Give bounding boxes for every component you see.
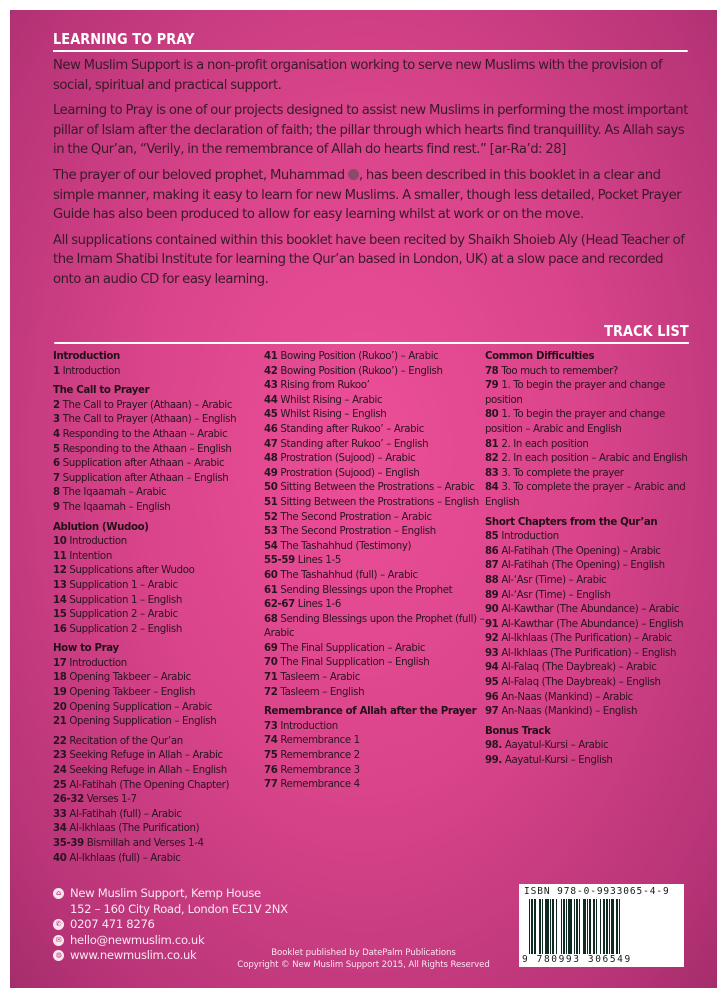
- track-item: [53, 486, 264, 501]
- track-item: [264, 749, 485, 764]
- track-number: 41: [264, 351, 278, 362]
- track-item: [264, 525, 485, 540]
- track-number: 14: [53, 594, 67, 606]
- track-number: 12: [53, 565, 67, 577]
- track-title: 1. To begin the prayer and change position: [484, 380, 665, 406]
- track-item: [264, 365, 485, 380]
- track-item: [485, 365, 693, 380]
- contact-address-row-2: [53, 902, 288, 918]
- track-title: Supplication after Athaan – English: [62, 472, 229, 484]
- track-item: [264, 423, 485, 438]
- track-title: Introduction: [69, 657, 127, 669]
- track-title: Al-‘Asr (Time) – English: [501, 589, 611, 601]
- track-number: 51: [264, 496, 278, 508]
- spacer: [53, 904, 64, 915]
- track-item: [53, 413, 264, 428]
- track-title: Remembrance 2: [280, 750, 360, 762]
- track-title: Sending Blessings upon the Prophet (full) – Arabic: [264, 613, 485, 640]
- track-item: [53, 443, 264, 458]
- copyright-notice: Copyright © New Muslim Support 2015, All Rights Reserved: [237, 959, 490, 970]
- track-number: 22: [53, 735, 67, 747]
- track-title: Responding to the Athaan – Arabic: [62, 428, 228, 440]
- track-number: 49: [264, 467, 278, 479]
- footer: [10, 948, 717, 971]
- track-group-title: Common Difficulties: [484, 351, 595, 362]
- track-title: Al-‘Asr (Time) – Arabic: [501, 574, 607, 586]
- track-number: 79: [484, 380, 499, 392]
- track-title: Prostration (Sujood) – English: [280, 467, 420, 479]
- track-number: 61: [264, 584, 278, 596]
- track-number: 80: [484, 409, 499, 421]
- track-group-title: Short Chapters from the Qur’an: [484, 516, 658, 528]
- track-item: [53, 852, 264, 867]
- track-number: 77: [264, 779, 278, 791]
- prophet-para-mid: , has been described in this: [358, 167, 530, 183]
- track-number: 86: [484, 545, 499, 557]
- track-title: Opening Takbeer – English: [69, 687, 196, 699]
- track-title: Al-Falaq (The Daybreak) – Arabic: [501, 662, 657, 674]
- track-title: Whilst Rising – English: [280, 409, 387, 421]
- track-item: [264, 734, 485, 749]
- track-title: The Tashahhud (full) – Arabic: [280, 569, 418, 581]
- track-title: An-Naas (Mankind) – Arabic: [501, 691, 633, 703]
- track-number: 69: [264, 642, 278, 654]
- track-title: Al-Falaq (The Daybreak) – English: [501, 677, 661, 689]
- track-title: The Call to Prayer (Athaan) – English: [62, 414, 237, 426]
- tracklist-column-3: [485, 350, 693, 871]
- track-group-title: Ablution (Wudoo): [53, 521, 149, 533]
- track-item: [264, 467, 485, 482]
- track-title: Al-Ikhlaas (The Purification) – Arabic: [501, 633, 672, 645]
- intro-paragraph-2: Learning to Pray is one of our projects designed to assist new Muslims in performing the most important pillar of Islam after the declaration of faith; the pillar through which hearts find tranquillity. As Allah says in the Qur’an, “Verily, in the remembrance of Allah do hearts find rest.” [ar-Ra’d: 28]: [53, 103, 688, 158]
- track-item: [53, 472, 264, 487]
- track-title: Remembrance 1: [280, 735, 360, 747]
- prophet-para-rest: booklet in a clear and simple manner, making it easy to learn for new Muslims. A smaller, though less detailed, Pocket Prayer Guide has also been produced to allow for easy learning whilst at work or on the move.: [53, 167, 682, 223]
- track-item: [264, 569, 485, 584]
- publisher-credit: Booklet published by DatePalm Publications: [271, 948, 456, 958]
- track-number: 76: [264, 764, 278, 776]
- track-item: [53, 735, 264, 750]
- address-line-1: New Muslim Support, Kemp House: [70, 886, 261, 900]
- track-title: Too much to remember?: [501, 365, 618, 377]
- track-item: [485, 647, 693, 662]
- track-title: Whilst Rising – Arabic: [280, 394, 383, 406]
- track-number: 90: [484, 604, 499, 616]
- track-title: Al-Ikhlaas (full) – Arabic: [69, 852, 181, 864]
- track-item: [264, 584, 485, 599]
- track-number: 95: [484, 677, 499, 689]
- track-group: [485, 725, 693, 769]
- track-item: [53, 764, 264, 779]
- mail-icon: ✉: [53, 935, 64, 946]
- track-title: Al-Fatihah (The Opening) – Arabic: [501, 545, 661, 557]
- track-title: The Call to Prayer (Athaan) – Arabic: [62, 399, 233, 411]
- track-group: [264, 705, 485, 793]
- track-number: 43: [264, 380, 278, 392]
- track-number: 82: [484, 453, 499, 465]
- track-item: [53, 564, 264, 579]
- track-title: Sitting Between the Prostrations – Arabic: [280, 482, 475, 494]
- track-number: 34: [53, 823, 67, 835]
- track-number: 55-59: [264, 555, 295, 567]
- track-number: 46: [264, 423, 278, 435]
- track-title: An-Naas (Mankind) – English: [501, 706, 638, 718]
- website-url: www.newmuslim.co.uk: [70, 948, 197, 962]
- track-title: Supplication 2 – Arabic: [69, 609, 178, 621]
- track-item: [264, 671, 485, 686]
- track-group: [53, 384, 264, 515]
- track-title: Introduction: [280, 720, 338, 732]
- track-number: 94: [484, 662, 499, 674]
- track-title: Lines 1-6: [297, 599, 342, 611]
- track-number: 9: [53, 501, 60, 513]
- track-title: Introduction: [69, 536, 127, 548]
- track-number: 81: [484, 438, 499, 450]
- track-number: 72: [264, 686, 278, 698]
- track-group-title: How to Pray: [53, 643, 119, 655]
- track-item: [264, 598, 485, 613]
- track-list-heading: TRACK LIST: [55, 322, 689, 344]
- track-number: 97: [484, 706, 499, 718]
- track-number: 42: [264, 365, 278, 377]
- track-title: Sending Blessings upon the Prophet: [280, 584, 453, 596]
- intro-paragraph-1: New Muslim Support is a non-profit organisation working to serve new Muslims with the provision of social, spiritual and practical support.: [53, 58, 663, 93]
- learning-to-pray-heading: LEARNING TO PRAY: [53, 30, 687, 52]
- track-title: 3. To complete the prayer: [501, 467, 624, 479]
- track-item: [485, 705, 693, 720]
- contact-phone-row: [53, 917, 288, 933]
- track-title: 2. In each position – Arabic and English: [501, 453, 688, 465]
- track-title: Recitation of the Qur’an: [69, 735, 183, 747]
- contact-email-row: [53, 933, 288, 949]
- track-item: [53, 715, 264, 730]
- track-group-title: Introduction: [53, 351, 120, 362]
- track-number: 6: [53, 458, 60, 470]
- track-item: [264, 438, 485, 453]
- tracklist-columns: [53, 350, 693, 871]
- track-item: [485, 589, 693, 604]
- track-item: [53, 594, 264, 609]
- track-number: 84: [484, 482, 499, 494]
- track-title: Sitting Between the Prostrations – English: [280, 496, 479, 508]
- track-title: Standing after Rukoo’ – Arabic: [280, 423, 425, 435]
- barcode-digits: 9 780993 306549: [522, 954, 632, 965]
- track-title: Intention: [69, 550, 112, 562]
- track-item: [485, 676, 693, 691]
- tracklist-column-1: [53, 350, 264, 871]
- track-title: Al-Kawthar (The Abundance) – English: [501, 618, 684, 630]
- track-item: [485, 574, 693, 589]
- track-item: [53, 535, 264, 550]
- track-item: [264, 642, 485, 657]
- track-number: 62-67: [264, 599, 295, 611]
- track-number: 20: [53, 701, 67, 713]
- track-number: 88: [484, 574, 499, 586]
- prophet-para-start: The prayer of our beloved prophet, Muhammad: [53, 167, 345, 183]
- track-title: Lines 1-5: [297, 555, 342, 567]
- track-title: Seeking Refuge in Allah – Arabic: [69, 750, 223, 762]
- track-number: 99.: [484, 755, 502, 767]
- track-title: Verses 1-7: [86, 794, 137, 806]
- track-item: [264, 686, 485, 701]
- track-item: [264, 656, 485, 671]
- track-number: 48: [264, 453, 278, 465]
- track-group: [53, 735, 264, 866]
- track-number: 8: [53, 487, 60, 499]
- track-number: 1: [53, 365, 60, 377]
- track-title: Remembrance 4: [280, 779, 360, 791]
- track-title: The Iqaamah – Arabic: [62, 487, 167, 499]
- track-title: 1. To begin the prayer and change position – Arabic and English: [484, 409, 665, 435]
- track-number: 98.: [484, 740, 502, 752]
- track-item: [485, 379, 693, 408]
- track-item: [264, 554, 485, 569]
- track-item: [264, 496, 485, 511]
- track-title: Prostration (Sujood) – Arabic: [280, 453, 416, 465]
- track-title: 3. To complete the prayer – Arabic and English: [484, 482, 686, 508]
- track-number: 24: [53, 765, 67, 777]
- track-title: Responding to the Athaan – English: [62, 443, 232, 455]
- track-item: [53, 779, 264, 794]
- track-group: [53, 521, 264, 638]
- track-number: 3: [53, 414, 60, 426]
- track-number: 83: [484, 467, 499, 479]
- track-number: 96: [484, 691, 499, 703]
- track-item: [53, 579, 264, 594]
- track-item: [485, 545, 693, 560]
- track-title: Opening Supplication – Arabic: [69, 701, 213, 713]
- tracklist-column-2: [264, 350, 485, 871]
- track-title: Introduction: [62, 365, 121, 377]
- track-item: [264, 350, 485, 365]
- track-item: [264, 540, 485, 555]
- track-item: [264, 778, 485, 793]
- track-title: 2. In each position: [501, 438, 589, 450]
- phone-number: 0207 471 8276: [70, 917, 155, 931]
- track-item: [264, 408, 485, 423]
- track-item: [53, 657, 264, 672]
- track-number: 45: [264, 409, 278, 421]
- track-number: 33: [53, 808, 67, 820]
- track-number: 25: [53, 779, 67, 791]
- track-number: 71: [264, 672, 278, 684]
- track-number: 75: [264, 750, 278, 762]
- track-item: [485, 632, 693, 647]
- track-item: [53, 686, 264, 701]
- track-item: [485, 530, 693, 545]
- track-group: [53, 642, 264, 730]
- track-number: 70: [264, 657, 278, 669]
- track-number: 19: [53, 687, 67, 699]
- track-title: Supplication 2 – English: [69, 623, 182, 635]
- track-item: [485, 559, 693, 574]
- intro-paragraph-3: [53, 166, 689, 225]
- track-number: 93: [484, 647, 499, 659]
- track-number: 53: [264, 526, 278, 538]
- track-title: The Final Supplication – English: [280, 657, 430, 669]
- track-number: 7: [53, 472, 60, 484]
- track-item: [53, 399, 264, 414]
- track-item: [264, 511, 485, 526]
- track-number: 85: [484, 531, 499, 543]
- track-title: Bowing Position (Rukoo’) – Arabic: [280, 351, 439, 362]
- track-number: 78: [484, 365, 499, 377]
- track-group-title: Remembrance of Allah after the Prayer: [264, 706, 477, 718]
- track-title: Al-Fatihah (full) – Arabic: [69, 808, 182, 820]
- phone-icon: ✆: [53, 919, 64, 930]
- track-number: 91: [484, 618, 499, 630]
- track-title: Opening Supplication – English: [69, 716, 217, 728]
- track-title: Supplication 1 – Arabic: [69, 579, 178, 591]
- track-item: [264, 613, 485, 642]
- track-title: Aayatul-Kursi – Arabic: [504, 740, 609, 752]
- email-address: hello@newmuslim.co.uk: [70, 932, 205, 947]
- track-number: 35-39: [53, 838, 84, 849]
- track-title: Introduction: [501, 531, 559, 543]
- booklet-back-cover: [10, 10, 717, 988]
- track-item: [53, 793, 264, 808]
- track-item: [53, 837, 264, 852]
- track-title: Al-Kawthar (The Abundance) – Arabic: [501, 604, 680, 616]
- track-item: [53, 550, 264, 565]
- track-item: [264, 394, 485, 409]
- barcode-bars: [529, 899, 676, 954]
- track-item: [485, 452, 693, 467]
- home-icon: ⌂: [53, 888, 64, 899]
- barcode-bar: [620, 899, 622, 954]
- track-title: Al-Ikhlaas (The Purification) – English: [501, 647, 677, 659]
- track-title: Al-Fatihah (The Opening Chapter): [69, 779, 230, 791]
- track-title: The Iqaamah – English: [62, 501, 171, 513]
- track-number: 4: [53, 428, 60, 440]
- track-number: 11: [53, 550, 67, 562]
- track-item: [485, 603, 693, 618]
- track-item: [53, 428, 264, 443]
- track-number: 26-32: [53, 794, 84, 806]
- track-title: The Second Prostration – English: [280, 526, 436, 538]
- track-title: Al-Ikhlaas (The Purification): [69, 823, 200, 835]
- track-number: 73: [264, 720, 278, 732]
- track-group-title: Bonus Track: [484, 725, 551, 737]
- intro-section: [53, 30, 689, 296]
- track-title: Supplication after Athaan – Arabic: [62, 458, 225, 470]
- track-item: [53, 808, 264, 823]
- track-item: [485, 661, 693, 676]
- intro-paragraph-4: All supplications contained within this booklet have been recited by Shaikh Shoieb Aly (Head Teacher of the Imam Shatibi Institute for learning the Qur’an based in London, UK) at a slow pace and recorded onto an audio CD for easy learning.: [53, 232, 685, 287]
- pbuh-symbol-icon: [348, 169, 359, 180]
- track-item: [53, 822, 264, 837]
- track-number: 68: [264, 613, 278, 625]
- track-title: Aayatul-Kursi – English: [504, 755, 613, 767]
- track-item: [485, 618, 693, 633]
- track-title: The Final Supplication – Arabic: [280, 642, 426, 654]
- track-title: The Tashahhud (Testimony): [280, 540, 412, 552]
- track-number: 15: [53, 609, 67, 621]
- track-group: [485, 516, 693, 720]
- track-item: [485, 739, 693, 754]
- track-item: [53, 749, 264, 764]
- track-title: Supplications after Wudoo: [69, 565, 195, 577]
- track-number: 89: [484, 589, 499, 601]
- track-item: [53, 701, 264, 716]
- track-item: [53, 365, 264, 380]
- track-item: [53, 608, 264, 623]
- track-item: [264, 452, 485, 467]
- track-number: 2: [53, 399, 60, 411]
- track-title: Tasleem – English: [280, 686, 365, 698]
- track-number: 10: [53, 536, 67, 548]
- track-number: 47: [264, 438, 278, 450]
- track-number: 92: [484, 633, 499, 645]
- track-group: [53, 350, 264, 379]
- track-number: 13: [53, 579, 67, 591]
- track-number: 23: [53, 750, 67, 762]
- track-item: [264, 481, 485, 496]
- globe-icon: ◍: [53, 950, 64, 961]
- track-number: 52: [264, 511, 278, 523]
- track-title: Remembrance 3: [280, 764, 360, 776]
- address-line-2: 152 – 160 City Road, London EC1V 2NX: [70, 901, 288, 916]
- track-group: [264, 350, 485, 700]
- track-number: 44: [264, 394, 278, 406]
- track-title: Tasleem – Arabic: [280, 672, 361, 684]
- track-number: 16: [53, 623, 67, 635]
- track-number: 74: [264, 735, 278, 747]
- track-title: Supplication 1 – English: [69, 594, 182, 606]
- track-item: [264, 764, 485, 779]
- track-group-title: The Call to Prayer: [53, 385, 150, 397]
- tracklist-header: [53, 322, 689, 344]
- isbn-label: ISBN 978-0-9933065-4-9: [524, 886, 670, 897]
- track-item: [53, 501, 264, 516]
- track-item: [485, 438, 693, 453]
- track-item: [485, 408, 693, 437]
- track-item: [264, 379, 485, 394]
- track-title: Bismillah and Verses 1-4: [86, 838, 204, 849]
- track-number: 5: [53, 443, 60, 455]
- track-number: 17: [53, 657, 67, 669]
- track-item: [264, 720, 485, 735]
- track-number: 21: [53, 716, 67, 728]
- track-title: Rising from Rukoo’: [280, 380, 370, 392]
- track-item: [485, 754, 693, 769]
- track-number: 54: [264, 540, 278, 552]
- track-item: [53, 623, 264, 638]
- track-title: Bowing Position (Rukoo’) – English: [280, 365, 443, 377]
- track-title: Standing after Rukoo’ – English: [280, 438, 429, 450]
- track-number: 18: [53, 672, 67, 684]
- track-title: Seeking Refuge in Allah – English: [69, 765, 227, 777]
- track-title: Al-Fatihah (The Opening) – English: [501, 560, 665, 572]
- track-item: [485, 691, 693, 706]
- track-item: [53, 671, 264, 686]
- track-number: 40: [53, 852, 67, 864]
- track-title: The Second Prostration – Arabic: [280, 511, 432, 523]
- track-number: 87: [484, 560, 499, 572]
- track-title: Opening Takbeer – Arabic: [69, 672, 191, 684]
- track-item: [485, 467, 693, 482]
- track-item: [53, 457, 264, 472]
- track-number: 60: [264, 569, 278, 581]
- track-item: [485, 481, 693, 510]
- contact-address-row: [53, 886, 288, 902]
- track-group: [485, 350, 693, 511]
- track-number: 50: [264, 482, 278, 494]
